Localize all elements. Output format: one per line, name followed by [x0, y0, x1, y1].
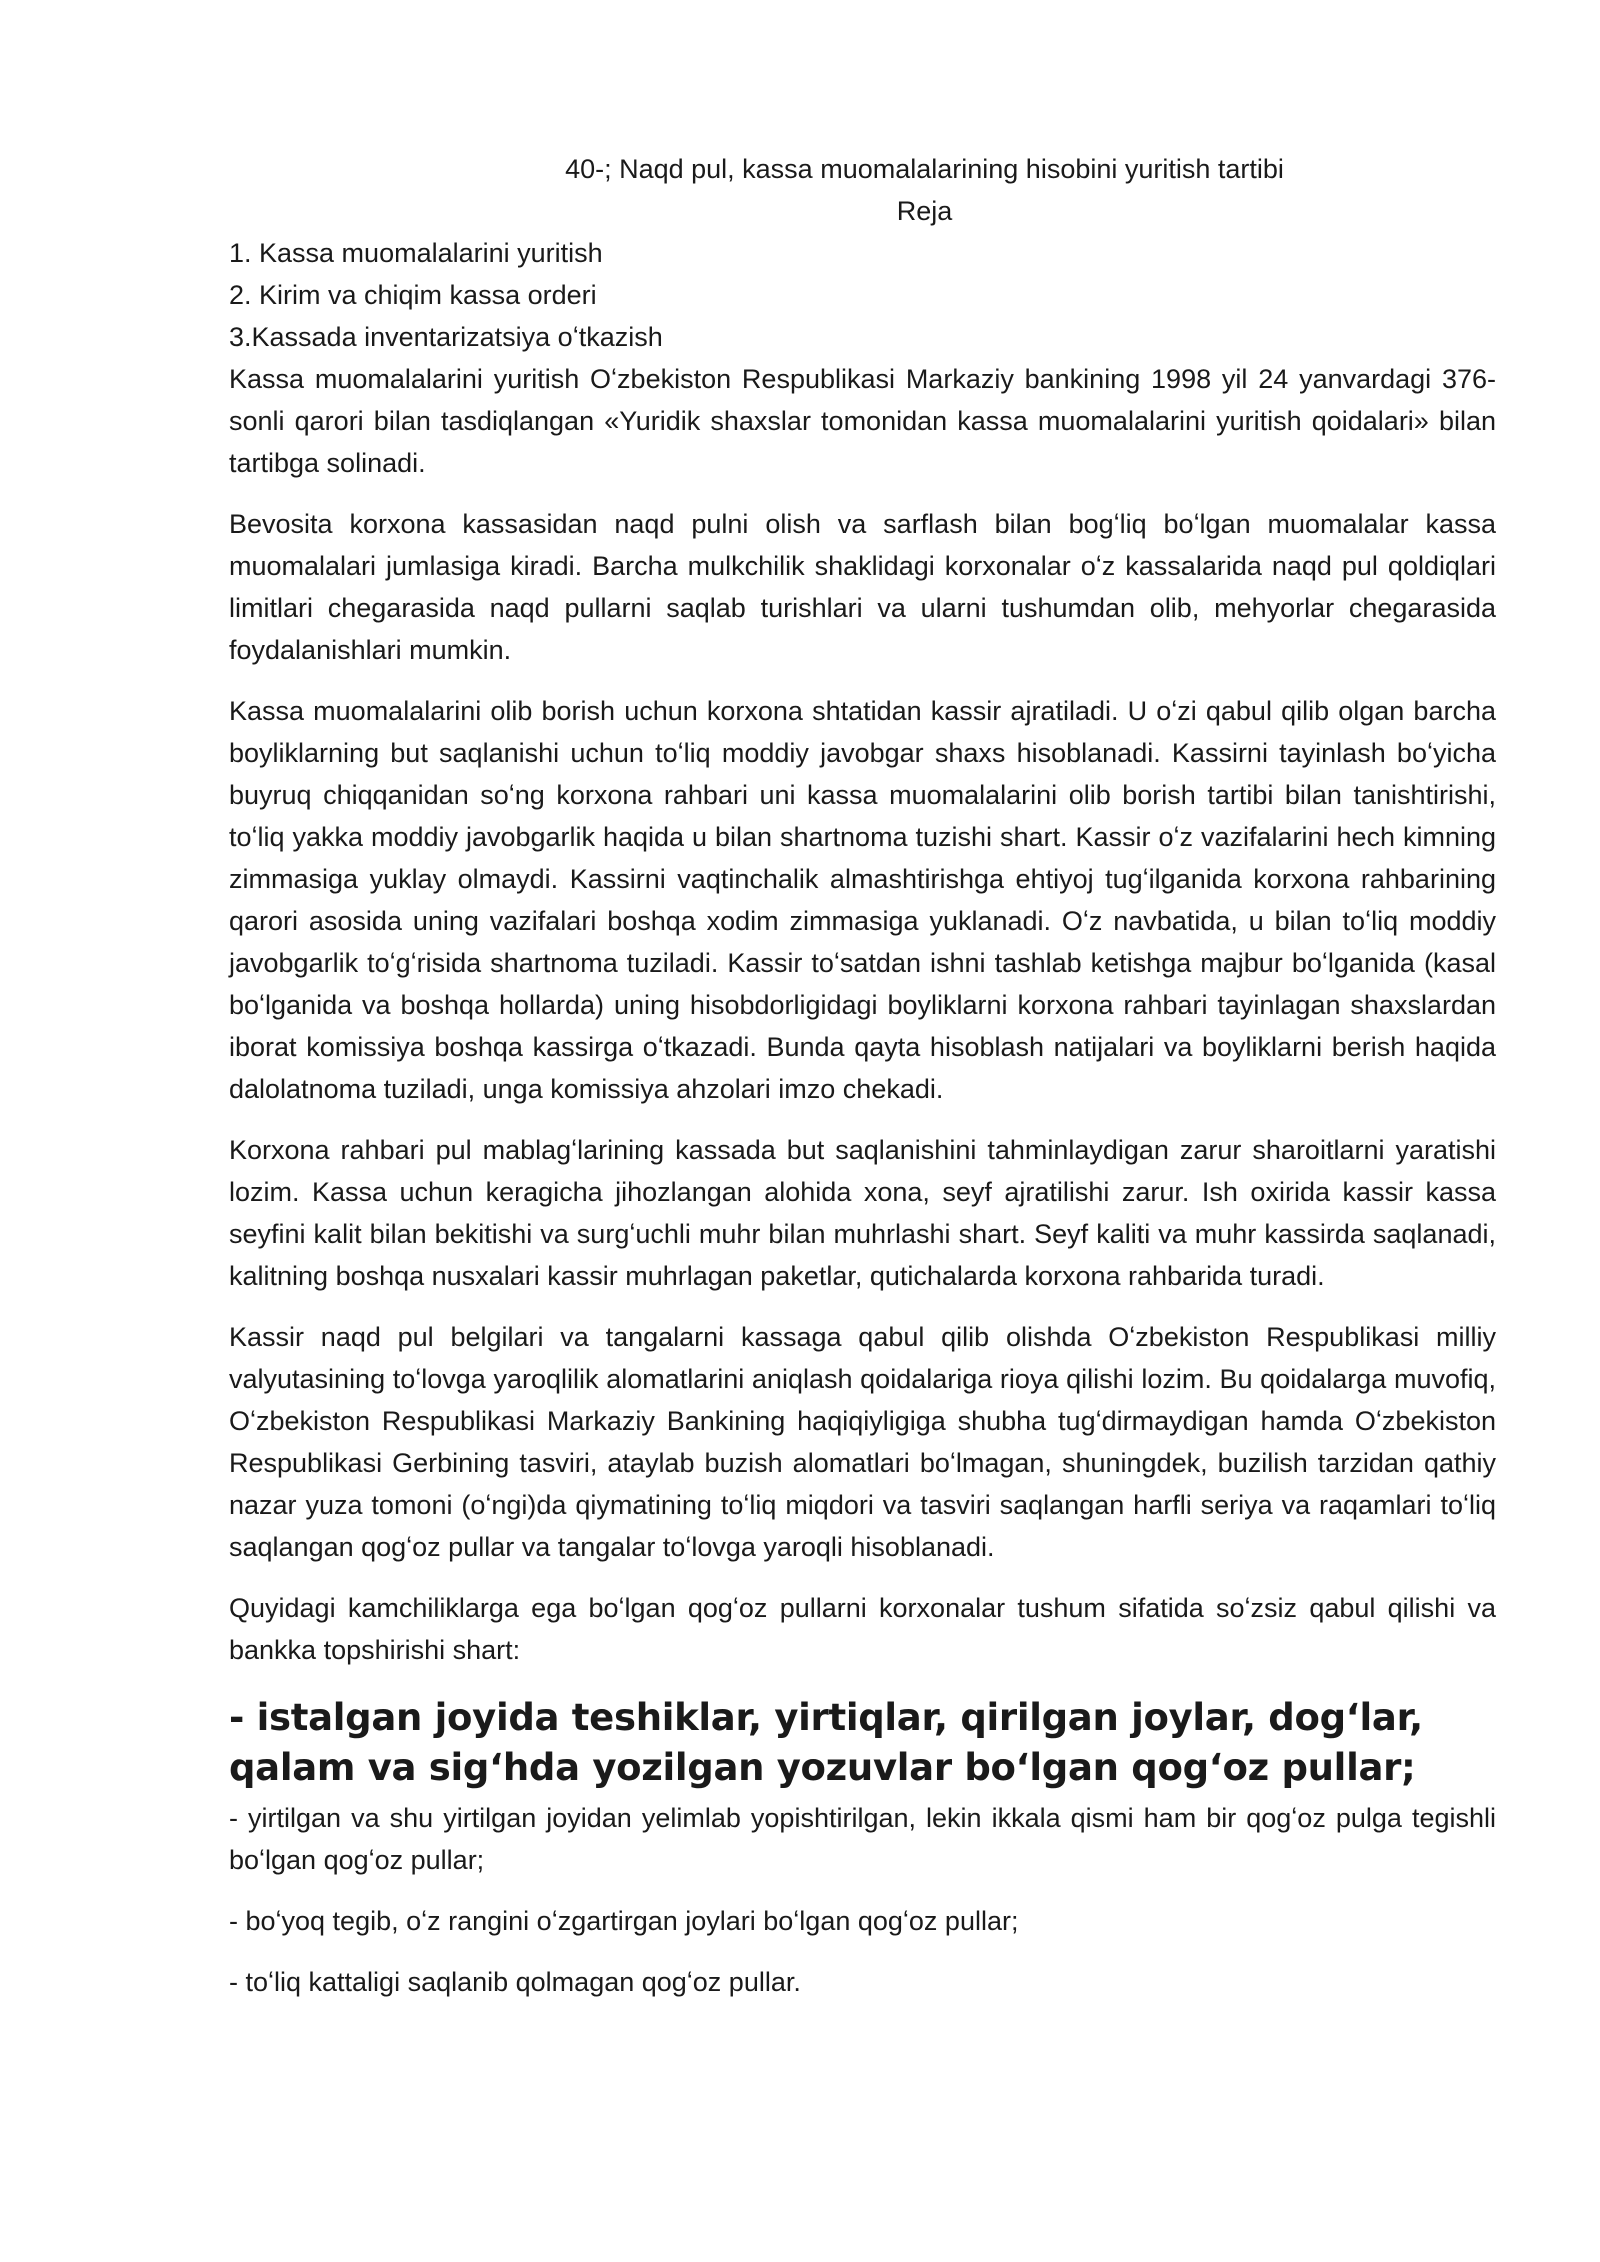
paragraph-intro: Kassa muomalalarini yuritish Oʻzbekiston Respublikasi Markaziy bankining 1998 yil 24 yanvardagi 376-sonli qarori bilan tasdiqlangan «Yuridik shaxslar tomonidan kassa muomalalarini yuritish qoidalari» bilan tartibga solinadi.	[229, 364, 1496, 478]
list-item: - boʻyoq tegib, oʻz rangini oʻzgartirgan joylari boʻlgan qogʻoz pullar;	[229, 1906, 1019, 1936]
document-title: 40-; Naqd pul, kassa muomalalarining hisobini yuritish tartibi	[565, 154, 1284, 184]
paragraph-definition: Bevosita korxona kassasidan naqd pulni olish va sarflash bilan bogʻliq boʻlgan muomalalar kassa muomalalari jumlasiga kiradi. Barcha mulkchilik shaklidagi korxonalar oʻz kassalarida naqd pul qoldiqlari limitlari chegarasida naqd pullarni saqlab turishlari va ularni tushumdan olib, mehyorlar chegarasida foydalanishlari mumkin.	[229, 509, 1496, 665]
paragraph-validity: Kassir naqd pul belgilari va tangalarni kassaga qabul qilib olishda Oʻzbekiston Respublikasi milliy valyutasining toʻlovga yaroqlilik alomatlarini aniqlash qoidalariga rioya qilishi lozim. Bu qoidalarga muvofiq, Oʻzbekiston Respublikasi Markaziy Bankining haqiqiyligiga shubha tugʻdirmaydigan hamda Oʻzbekiston Respublikasi Gerbining tasviri, ataylab buzish alomatlari boʻlmagan, shuningdek, buzilish tarzidan qathiy nazar yuza tomoni (oʻngi)da qiymatining toʻliq miqdori va tasviri saqlangan harfli seriya va raqamlari toʻliq saqlangan qogʻoz pullar va tangalar toʻlovga yaroqli hisoblanadi.	[229, 1322, 1496, 1562]
plan-list	[229, 232, 1496, 358]
list-item: - yirtilgan va shu yirtilgan joyidan yelimlab yopishtirilgan, lekin ikkala qismi ham bir qogʻoz pulga tegishli boʻlgan qogʻoz pullar;	[229, 1803, 1496, 1875]
list-item-highlighted: - istalgan joyida teshiklar, yirtiqlar, qirilgan joylar, dogʻlar, qalam va sigʻhda yozilgan yozuvlar boʻlgan qogʻoz pullar;	[229, 1696, 1423, 1789]
plan-item: 3.Kassada inventarizatsiya oʻtkazish	[229, 322, 663, 352]
document-page	[229, 148, 1496, 2022]
list-item: - toʻliq kattaligi saqlanib qolmagan qogʻoz pullar.	[229, 1967, 801, 1997]
paragraph-safe: Korxona rahbari pul mablagʻlarining kassada but saqlanishini tahminlaydigan zarur sharoitlarni yaratishi lozim. Kassa uchun keragicha jihozlangan alohida xona, seyf ajratilishi zarur. Ish oxirida kassir kassa seyfini kalit bilan bekitishi va surgʻuchli muhr bilan muhrlashi shart. Seyf kaliti va muhr kassirda saqlanadi, kalitning boshqa nusxalari kassir muhrlagan paketlar, qutichalarda korxona rahbarida turadi.	[229, 1135, 1496, 1291]
document-subtitle: Reja	[896, 196, 953, 226]
paragraph-defects-intro: Quyidagi kamchiliklarga ega boʻlgan qogʻoz pullarni korxonalar tushum sifatida soʻzsiz qabul qilishi va bankka topshirishi shart:	[229, 1593, 1496, 1665]
plan-item: 2. Kirim va chiqim kassa orderi	[229, 280, 597, 310]
plan-item: 1. Kassa muomalalarini yuritish	[229, 238, 603, 268]
paragraph-cashier: Kassa muomalalarini olib borish uchun korxona shtatidan kassir ajratiladi. U oʻzi qabul qilib olgan barcha boyliklarning but saqlanishi uchun toʻliq moddiy javobgar shaxs hisoblanadi. Kassirni tayinlash boʻyicha buyruq chiqqanidan soʻng korxona rahbari uni kassa muomalalarini olib borish tartibi bilan tanishtirishi, toʻliq yakka moddiy javobgarlik haqida u bilan shartnoma tuzishi shart. Kassir oʻz vazifalarini hech kimning zimmasiga yuklay olmaydi. Kassirni vaqtinchalik almashtirishga ehtiyoj tugʻilganida korxona rahbarining qarori asosida uning vazifalari boshqa xodim zimmasiga yuklanadi. Oʻz navbatida, u bilan toʻliq moddiy javobgarlik toʻgʻrisida shartnoma tuziladi. Kassir toʻsatdan ishni tashlab ketishga majbur boʻlganida (kasal boʻlganida va boshqa hollarda) uning hisobdorligidagi boyliklarni korxona rahbari tayinlagan shaxslardan iborat komissiya boshqa kassirga oʻtkazadi. Bunda qayta hisoblash natijalari va boyliklarni berish haqida dalolatnoma tuziladi, unga komissiya ahzolari imzo chekadi.	[229, 696, 1496, 1104]
